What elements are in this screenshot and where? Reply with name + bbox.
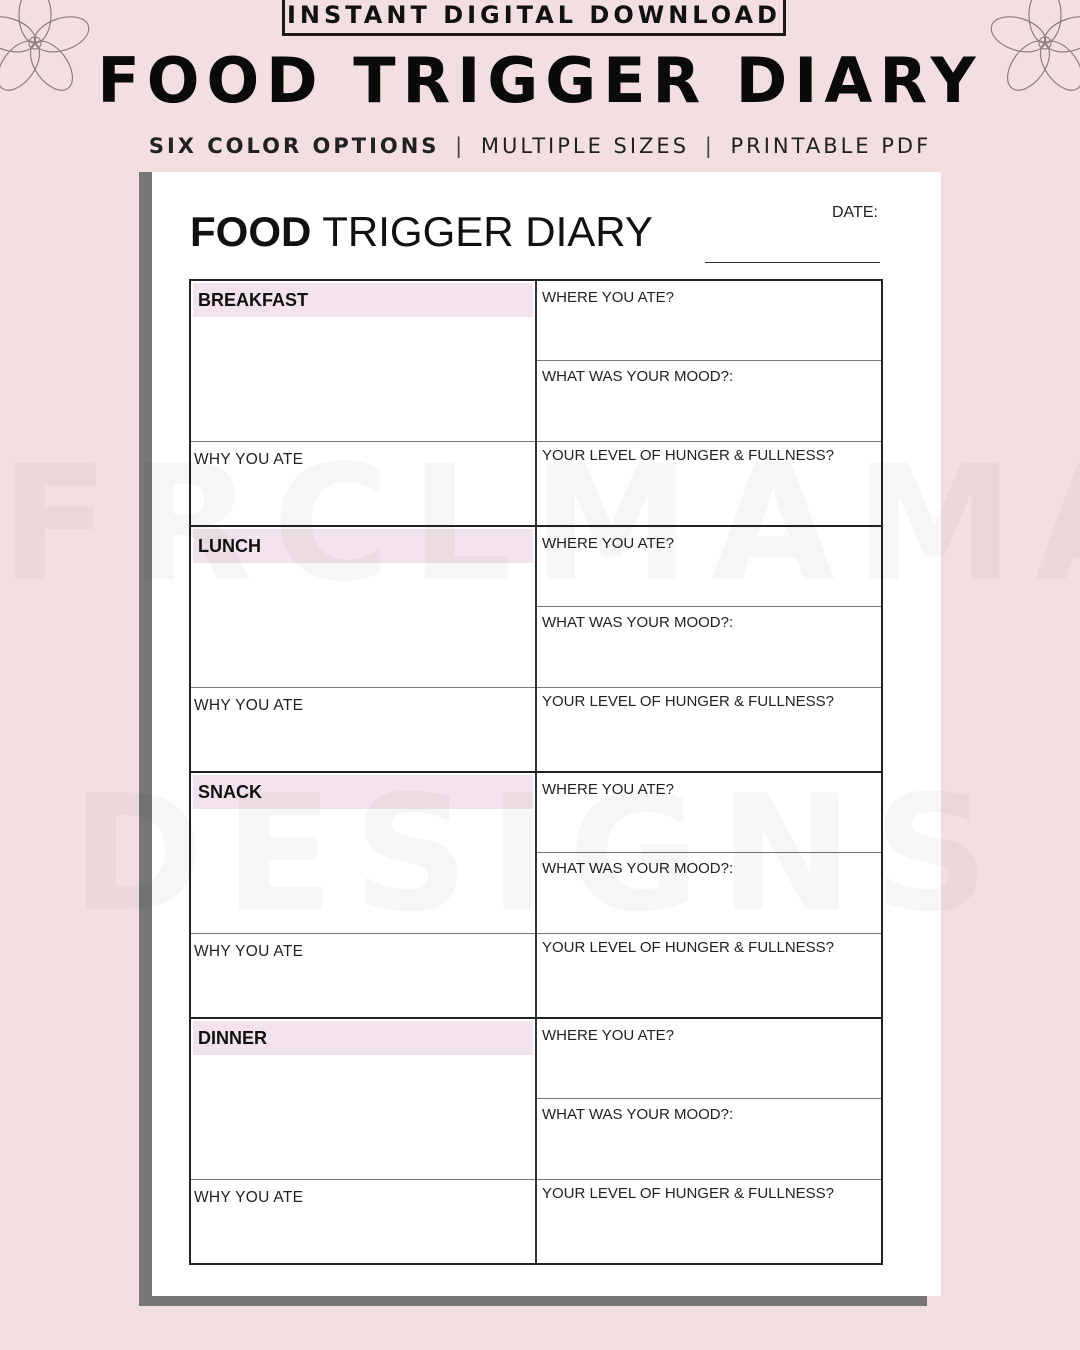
hunger-fullness-label: YOUR LEVEL OF HUNGER & FULLNESS? xyxy=(542,693,835,710)
divider xyxy=(191,1179,535,1180)
mood-label: WHAT WAS YOUR MOOD?: xyxy=(542,368,734,385)
divider xyxy=(191,441,535,442)
divider xyxy=(535,527,537,771)
divider xyxy=(535,773,537,1017)
why-you-ate-label: WHY YOU ATE xyxy=(194,943,304,960)
meal-section-lunch xyxy=(191,525,881,771)
subtitle xyxy=(0,134,1080,158)
where-you-ate-label: WHERE YOU ATE? xyxy=(542,781,674,798)
mood-label: WHAT WAS YOUR MOOD?: xyxy=(542,614,734,631)
instant-download-banner: INSTANT DIGITAL DOWNLOAD xyxy=(282,0,786,36)
sheet-title-rest: TRIGGER DIARY xyxy=(311,208,653,255)
subtitle-color-options: SIX COLOR OPTIONS xyxy=(148,134,440,158)
diary-grid xyxy=(189,279,883,1265)
divider xyxy=(537,1098,881,1099)
date-field[interactable] xyxy=(705,262,880,263)
hunger-fullness-label: YOUR LEVEL OF HUNGER & FULLNESS? xyxy=(542,939,835,956)
page-title: FOOD TRIGGER DIARY xyxy=(97,44,983,117)
subtitle-pdf: PRINTABLE PDF xyxy=(730,134,932,158)
subtitle-separator: | xyxy=(455,134,466,158)
where-you-ate-label: WHERE YOU ATE? xyxy=(542,1027,674,1044)
meal-name: LUNCH xyxy=(198,536,261,556)
subtitle-separator: | xyxy=(704,134,715,158)
date-label: DATE: xyxy=(832,204,878,221)
sheet-title-bold: FOOD xyxy=(190,208,312,255)
divider xyxy=(537,687,881,688)
where-you-ate-label: WHERE YOU ATE? xyxy=(542,289,674,306)
diary-sheet xyxy=(152,172,941,1296)
meal-name: DINNER xyxy=(198,1028,268,1048)
divider xyxy=(537,360,881,361)
meal-section-dinner xyxy=(191,1017,881,1263)
divider xyxy=(191,687,535,688)
why-you-ate-label: WHY YOU ATE xyxy=(194,451,304,468)
where-you-ate-label: WHERE YOU ATE? xyxy=(542,535,674,552)
meal-section-breakfast xyxy=(191,281,881,525)
divider xyxy=(535,281,537,525)
meal-section-snack xyxy=(191,771,881,1017)
why-you-ate-label: WHY YOU ATE xyxy=(194,1189,304,1206)
divider xyxy=(191,933,535,934)
subtitle-sizes: MULTIPLE SIZES xyxy=(480,134,690,158)
sheet-title xyxy=(190,208,653,256)
hunger-fullness-label: YOUR LEVEL OF HUNGER & FULLNESS? xyxy=(542,447,835,464)
divider xyxy=(535,1019,537,1263)
divider xyxy=(537,933,881,934)
divider xyxy=(537,441,881,442)
mood-label: WHAT WAS YOUR MOOD?: xyxy=(542,860,734,877)
why-you-ate-label: WHY YOU ATE xyxy=(194,697,304,714)
hunger-fullness-label: YOUR LEVEL OF HUNGER & FULLNESS? xyxy=(542,1185,835,1202)
meal-name: BREAKFAST xyxy=(198,290,309,310)
meal-name: SNACK xyxy=(198,782,263,802)
divider xyxy=(537,852,881,853)
divider xyxy=(537,606,881,607)
mood-label: WHAT WAS YOUR MOOD?: xyxy=(542,1106,734,1123)
divider xyxy=(537,1179,881,1180)
